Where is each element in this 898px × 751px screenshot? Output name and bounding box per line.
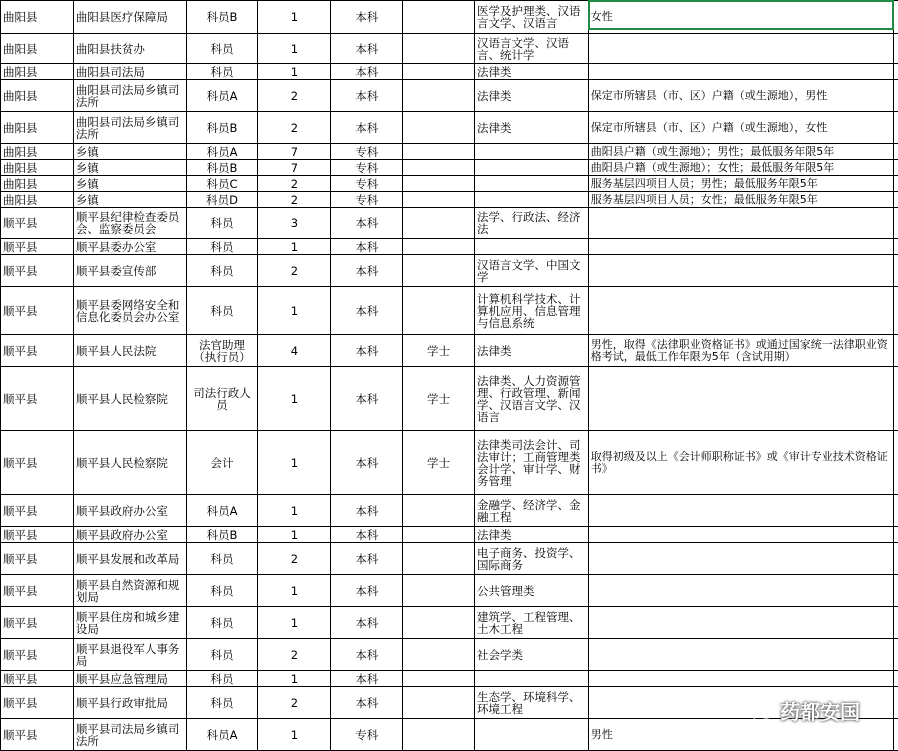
dept-cell[interactable]: 乡镇 <box>73 192 186 208</box>
count-cell[interactable]: 1 <box>258 527 331 543</box>
table-row <box>1 607 898 639</box>
degree-cell[interactable] <box>403 176 475 192</box>
count-cell[interactable]: 3 <box>258 208 331 239</box>
county-cell[interactable]: 顺平县 <box>1 367 74 431</box>
education-cell[interactable]: 本科 <box>331 1 403 34</box>
major-cell[interactable]: 法律类、人力资源管理、行政管理、新闻学、汉语言文学、汉语言 <box>474 367 588 431</box>
dept-cell[interactable]: 曲阳县扶贫办 <box>73 34 186 64</box>
degree-cell[interactable] <box>403 607 475 639</box>
major-cell[interactable]: 建筑学、工程管理、土木工程 <box>474 607 588 639</box>
education-cell[interactable]: 本科 <box>331 495 403 527</box>
spare-column-cell[interactable] <box>893 527 898 543</box>
table-row <box>1 671 898 687</box>
spare-column-cell[interactable] <box>893 639 898 671</box>
spare-column-cell[interactable] <box>893 671 898 687</box>
post-cell[interactable]: 司法行政人员 <box>186 367 258 431</box>
post-cell[interactable]: 科员A <box>186 495 258 527</box>
degree-cell[interactable] <box>403 255 475 287</box>
county-cell[interactable]: 顺平县 <box>1 431 74 495</box>
spare-column-cell[interactable] <box>893 34 898 64</box>
spare-column-cell[interactable] <box>893 335 898 367</box>
county-cell[interactable]: 顺平县 <box>1 287 74 335</box>
spare-column-cell[interactable] <box>893 208 898 239</box>
count-cell[interactable]: 2 <box>258 687 331 719</box>
requirement-cell[interactable] <box>588 607 893 639</box>
education-cell[interactable]: 本科 <box>331 335 403 367</box>
major-cell[interactable] <box>474 176 588 192</box>
spare-column-cell[interactable] <box>893 144 898 160</box>
county-cell[interactable]: 顺平县 <box>1 719 74 751</box>
requirement-cell[interactable]: 男性，取得《法律职业资格证书》或通过国家统一法律职业资格考试，最低工作年限为5年（含试用期） <box>588 335 893 367</box>
county-cell[interactable]: 顺平县 <box>1 527 74 543</box>
county-cell[interactable]: 顺平县 <box>1 607 74 639</box>
education-cell[interactable]: 本科 <box>331 112 403 144</box>
requirement-cell[interactable] <box>588 575 893 607</box>
major-cell[interactable]: 医学及护理类、汉语言文学、汉语言 <box>474 1 588 34</box>
degree-cell[interactable] <box>403 1 475 34</box>
education-cell[interactable]: 本科 <box>331 527 403 543</box>
major-cell[interactable]: 电子商务、投资学、国际商务 <box>474 543 588 575</box>
spare-column-cell[interactable] <box>893 176 898 192</box>
education-cell[interactable]: 本科 <box>331 80 403 112</box>
count-cell[interactable]: 7 <box>258 160 331 176</box>
major-cell[interactable]: 金融学、经济学、金融工程 <box>474 495 588 527</box>
count-cell[interactable]: 2 <box>258 80 331 112</box>
county-cell[interactable]: 曲阳县 <box>1 160 74 176</box>
education-cell[interactable]: 本科 <box>331 34 403 64</box>
major-cell[interactable]: 法律类 <box>474 527 588 543</box>
county-cell[interactable]: 曲阳县 <box>1 192 74 208</box>
education-cell[interactable]: 本科 <box>331 607 403 639</box>
table-row <box>1 255 898 287</box>
requirement-cell[interactable] <box>588 527 893 543</box>
degree-cell[interactable] <box>403 687 475 719</box>
dept-cell[interactable]: 曲阳县司法局乡镇司法所 <box>73 80 186 112</box>
education-cell[interactable]: 本科 <box>331 575 403 607</box>
dept-cell[interactable]: 顺平县自然资源和规划局 <box>73 575 186 607</box>
post-cell[interactable]: 科员B <box>186 112 258 144</box>
table-row <box>1 176 898 192</box>
count-cell[interactable]: 1 <box>258 575 331 607</box>
degree-cell[interactable] <box>403 80 475 112</box>
requirement-cell[interactable] <box>588 671 893 687</box>
dept-cell[interactable]: 乡镇 <box>73 176 186 192</box>
dept-cell[interactable]: 顺平县委网络安全和信息化委员会办公室 <box>73 287 186 335</box>
degree-cell[interactable]: 学士 <box>403 431 475 495</box>
table-row <box>1 495 898 527</box>
dept-cell[interactable]: 顺平县纪律检查委员会、监察委员会 <box>73 208 186 239</box>
degree-cell[interactable] <box>403 239 475 255</box>
count-cell[interactable]: 1 <box>258 239 331 255</box>
post-cell[interactable]: 科员 <box>186 671 258 687</box>
count-cell[interactable]: 2 <box>258 112 331 144</box>
degree-cell[interactable] <box>403 543 475 575</box>
count-cell[interactable]: 1 <box>258 431 331 495</box>
requirement-cell[interactable] <box>588 208 893 239</box>
table-row <box>1 543 898 575</box>
degree-cell[interactable] <box>403 527 475 543</box>
degree-cell[interactable] <box>403 144 475 160</box>
post-cell[interactable]: 科员B <box>186 160 258 176</box>
education-cell[interactable]: 本科 <box>331 239 403 255</box>
post-cell[interactable]: 科员 <box>186 64 258 80</box>
dept-cell[interactable]: 顺平县人民检察院 <box>73 431 186 495</box>
requirement-cell[interactable] <box>588 639 893 671</box>
major-cell[interactable]: 社会学类 <box>474 639 588 671</box>
requirement-cell[interactable]: 男性 <box>588 719 893 751</box>
major-cell[interactable]: 计算机科学技术、计算机应用、信息管理与信息系统 <box>474 287 588 335</box>
dept-cell[interactable]: 曲阳县医疗保障局 <box>73 1 186 34</box>
post-cell[interactable]: 科员 <box>186 687 258 719</box>
requirement-cell[interactable]: 曲阳县户籍（或生源地）；男性；最低服务年限5年 <box>588 144 893 160</box>
count-cell[interactable]: 1 <box>258 367 331 431</box>
education-cell[interactable]: 本科 <box>331 287 403 335</box>
county-cell[interactable]: 顺平县 <box>1 639 74 671</box>
education-cell[interactable]: 专科 <box>331 144 403 160</box>
table-row <box>1 367 898 431</box>
spare-column-cell[interactable] <box>893 255 898 287</box>
spare-column-cell[interactable] <box>893 112 898 144</box>
degree-cell[interactable] <box>403 671 475 687</box>
post-cell[interactable]: 科员A <box>186 719 258 751</box>
post-cell[interactable]: 会计 <box>186 431 258 495</box>
table-row <box>1 639 898 671</box>
count-cell[interactable]: 1 <box>258 64 331 80</box>
count-cell[interactable]: 2 <box>258 255 331 287</box>
degree-cell[interactable] <box>403 160 475 176</box>
education-cell[interactable]: 本科 <box>331 687 403 719</box>
education-cell[interactable]: 本科 <box>331 671 403 687</box>
county-cell[interactable]: 曲阳县 <box>1 176 74 192</box>
post-cell[interactable]: 科员A <box>186 144 258 160</box>
major-cell[interactable] <box>474 239 588 255</box>
post-cell[interactable]: 科员 <box>186 607 258 639</box>
requirement-cell[interactable]: 保定市所辖县（市、区）户籍（或生源地），男性 <box>588 80 893 112</box>
major-cell[interactable]: 汉语言文学、汉语言、统计学 <box>474 34 588 64</box>
post-cell[interactable]: 科员 <box>186 575 258 607</box>
education-cell[interactable]: 本科 <box>331 208 403 239</box>
requirement-cell[interactable] <box>588 287 893 335</box>
education-cell[interactable]: 本科 <box>331 367 403 431</box>
county-cell[interactable]: 曲阳县 <box>1 34 74 64</box>
post-cell[interactable]: 科员 <box>186 208 258 239</box>
degree-cell[interactable] <box>403 287 475 335</box>
dept-cell[interactable]: 顺平县退役军人事务局 <box>73 639 186 671</box>
table-row <box>1 208 898 239</box>
requirement-cell[interactable] <box>588 34 893 64</box>
spare-column-cell[interactable] <box>893 287 898 335</box>
post-cell[interactable]: 科员 <box>186 239 258 255</box>
post-cell[interactable]: 科员A <box>186 80 258 112</box>
county-cell[interactable]: 顺平县 <box>1 335 74 367</box>
dept-cell[interactable]: 曲阳县司法局 <box>73 64 186 80</box>
education-cell[interactable]: 本科 <box>331 431 403 495</box>
watermark <box>752 696 860 725</box>
dept-cell[interactable]: 顺平县行政审批局 <box>73 687 186 719</box>
degree-cell[interactable] <box>403 64 475 80</box>
count-cell[interactable]: 1 <box>258 1 331 34</box>
dept-cell[interactable]: 顺平县人民检察院 <box>73 367 186 431</box>
spare-column-cell[interactable] <box>893 64 898 80</box>
requirement-cell[interactable] <box>588 495 893 527</box>
table-row <box>1 192 898 208</box>
table-row <box>1 112 898 144</box>
county-cell[interactable]: 顺平县 <box>1 575 74 607</box>
major-cell[interactable]: 生态学、环境科学、环境工程 <box>474 687 588 719</box>
major-cell[interactable] <box>474 160 588 176</box>
table-row <box>1 1 898 34</box>
major-cell[interactable]: 法学、行政法、经济法 <box>474 208 588 239</box>
requirement-cell[interactable]: 保定市所辖县（市、区）户籍（或生源地），女性 <box>588 112 893 144</box>
dept-cell[interactable]: 曲阳县司法局乡镇司法所 <box>73 112 186 144</box>
education-cell[interactable]: 本科 <box>331 255 403 287</box>
count-cell[interactable]: 2 <box>258 639 331 671</box>
dept-cell[interactable]: 顺平县政府办公室 <box>73 495 186 527</box>
degree-cell[interactable] <box>403 192 475 208</box>
dept-cell[interactable]: 顺平县住房和城乡建设局 <box>73 607 186 639</box>
count-cell[interactable]: 1 <box>258 495 331 527</box>
requirement-cell[interactable] <box>588 239 893 255</box>
county-cell[interactable]: 顺平县 <box>1 687 74 719</box>
major-cell[interactable]: 法律类 <box>474 112 588 144</box>
table-row <box>1 527 898 543</box>
spare-column-cell[interactable] <box>893 1 898 34</box>
major-cell[interactable]: 法律类司法会计、司法审计；工商管理类会计学、审计学、财务管理 <box>474 431 588 495</box>
spare-column-cell[interactable] <box>893 239 898 255</box>
spare-column-cell[interactable] <box>893 192 898 208</box>
major-cell[interactable]: 法律类 <box>474 64 588 80</box>
education-cell[interactable]: 本科 <box>331 639 403 671</box>
education-cell[interactable]: 本科 <box>331 64 403 80</box>
dept-cell[interactable]: 乡镇 <box>73 144 186 160</box>
spare-column-cell[interactable] <box>893 431 898 495</box>
count-cell[interactable]: 1 <box>258 34 331 64</box>
requirement-cell[interactable]: 取得初级及以上《会计师职称证书》或《审计专业技术资格证书》 <box>588 431 893 495</box>
degree-cell[interactable]: 学士 <box>403 367 475 431</box>
degree-cell[interactable]: 学士 <box>403 335 475 367</box>
county-cell[interactable]: 曲阳县 <box>1 64 74 80</box>
spare-column-cell[interactable] <box>893 719 898 751</box>
requirement-cell[interactable] <box>588 255 893 287</box>
requirement-cell[interactable] <box>588 64 893 80</box>
table-row <box>1 64 898 80</box>
post-cell[interactable]: 科员B <box>186 1 258 34</box>
post-cell[interactable]: 科员 <box>186 543 258 575</box>
degree-cell[interactable] <box>403 575 475 607</box>
major-cell[interactable] <box>474 671 588 687</box>
education-cell[interactable]: 专科 <box>331 160 403 176</box>
spare-column-cell[interactable] <box>893 495 898 527</box>
dept-cell[interactable]: 顺平县委办公室 <box>73 239 186 255</box>
count-cell[interactable]: 4 <box>258 335 331 367</box>
county-cell[interactable]: 顺平县 <box>1 543 74 575</box>
major-cell[interactable]: 法律类 <box>474 80 588 112</box>
dept-cell[interactable]: 顺平县发展和改革局 <box>73 543 186 575</box>
degree-cell[interactable] <box>403 112 475 144</box>
dept-cell[interactable]: 顺平县人民法院 <box>73 335 186 367</box>
count-cell[interactable]: 2 <box>258 192 331 208</box>
table-row <box>1 335 898 367</box>
count-cell[interactable]: 1 <box>258 671 331 687</box>
major-cell[interactable]: 公共管理类 <box>474 575 588 607</box>
county-cell[interactable]: 顺平县 <box>1 239 74 255</box>
table-row <box>1 431 898 495</box>
county-cell[interactable]: 顺平县 <box>1 671 74 687</box>
county-cell[interactable]: 曲阳县 <box>1 80 74 112</box>
count-cell[interactable]: 2 <box>258 543 331 575</box>
education-cell[interactable]: 专科 <box>331 719 403 751</box>
major-cell[interactable] <box>474 719 588 751</box>
spare-column-cell[interactable] <box>893 160 898 176</box>
spare-column-cell[interactable] <box>893 575 898 607</box>
spare-column-cell[interactable] <box>893 607 898 639</box>
table-row <box>1 160 898 176</box>
table-row <box>1 287 898 335</box>
requirement-cell[interactable] <box>588 543 893 575</box>
dept-cell[interactable]: 顺平县司法局乡镇司法所 <box>73 719 186 751</box>
degree-cell[interactable] <box>403 495 475 527</box>
post-cell[interactable]: 法官助理（执行员） <box>186 335 258 367</box>
dept-cell[interactable]: 乡镇 <box>73 160 186 176</box>
spare-column-cell[interactable] <box>893 687 898 719</box>
county-cell[interactable]: 顺平县 <box>1 255 74 287</box>
major-cell[interactable]: 法律类 <box>474 335 588 367</box>
post-cell[interactable]: 科员 <box>186 639 258 671</box>
count-cell[interactable]: 1 <box>258 719 331 751</box>
requirement-cell[interactable]: 女性 <box>588 1 893 34</box>
degree-cell[interactable] <box>403 34 475 64</box>
major-cell[interactable]: 汉语言文学、中国文学 <box>474 255 588 287</box>
spare-column-cell[interactable] <box>893 543 898 575</box>
dept-cell[interactable]: 顺平县政府办公室 <box>73 527 186 543</box>
count-cell[interactable]: 1 <box>258 607 331 639</box>
county-cell[interactable]: 曲阳县 <box>1 112 74 144</box>
requirement-cell[interactable] <box>588 367 893 431</box>
dept-cell[interactable]: 顺平县委宣传部 <box>73 255 186 287</box>
county-cell[interactable]: 曲阳县 <box>1 1 74 34</box>
table-row <box>1 80 898 112</box>
count-cell[interactable]: 1 <box>258 287 331 335</box>
requirement-cell[interactable]: 服务基层四项目人员；男性；最低服务年限5年 <box>588 176 893 192</box>
count-cell[interactable]: 2 <box>258 176 331 192</box>
count-cell[interactable]: 7 <box>258 144 331 160</box>
education-cell[interactable]: 专科 <box>331 176 403 192</box>
requirement-cell[interactable]: 服务基层四项目人员；女性；最低服务年限5年 <box>588 192 893 208</box>
post-cell[interactable]: 科员 <box>186 34 258 64</box>
post-cell[interactable]: 科员C <box>186 176 258 192</box>
major-cell[interactable] <box>474 144 588 160</box>
table-row <box>1 575 898 607</box>
post-cell[interactable]: 科员B <box>186 527 258 543</box>
table-row <box>1 34 898 64</box>
dept-cell[interactable]: 顺平县应急管理局 <box>73 671 186 687</box>
county-cell[interactable]: 顺平县 <box>1 208 74 239</box>
spare-column-cell[interactable] <box>893 80 898 112</box>
education-cell[interactable]: 专科 <box>331 192 403 208</box>
county-cell[interactable]: 曲阳县 <box>1 144 74 160</box>
post-cell[interactable]: 科员 <box>186 287 258 335</box>
major-cell[interactable] <box>474 192 588 208</box>
county-cell[interactable]: 顺平县 <box>1 495 74 527</box>
degree-cell[interactable] <box>403 719 475 751</box>
spare-column-cell[interactable] <box>893 367 898 431</box>
education-cell[interactable]: 本科 <box>331 543 403 575</box>
degree-cell[interactable] <box>403 639 475 671</box>
requirement-cell[interactable]: 曲阳县户籍（或生源地）；女性；最低服务年限5年 <box>588 160 893 176</box>
table-row <box>1 239 898 255</box>
post-cell[interactable]: 科员D <box>186 192 258 208</box>
watermark-text: 药都安国 <box>780 696 860 725</box>
wechat-icon <box>752 702 774 720</box>
post-cell[interactable]: 科员 <box>186 255 258 287</box>
degree-cell[interactable] <box>403 208 475 239</box>
table-row <box>1 144 898 160</box>
